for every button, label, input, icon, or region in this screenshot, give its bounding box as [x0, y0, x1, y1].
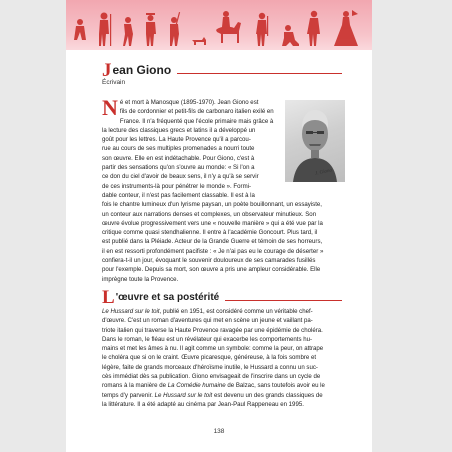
paragraph-line: dable conteur, il n'est pas facilement classable. Il est à la: [102, 191, 255, 199]
paragraph-line: pour l'exemple. Depuis sa mort, son œuvre a pris une ampleur considérable. Elle: [102, 266, 321, 274]
book-title: Le Hussard sur le toit: [154, 391, 213, 399]
paragraph-line: fils de cordonnier et petit-fils de carbonaro italien exilé en: [119, 108, 274, 116]
section-title: 'œuvre et sa postérité: [115, 292, 220, 303]
paragraph-line: rue au cours de ses multiples promenades a nourri toute: [102, 145, 255, 153]
paragraph-line: confiera-t-il un jour, évoquant le souvenir douloureux de ses camarades fusillés: [102, 257, 316, 265]
paragraph-line: mains et met les âmes à nu. Il agit comme un symbole: comme la peur, on attrape: [102, 345, 324, 353]
line-text: est devenu un des grands classiques de: [212, 391, 323, 399]
paragraph-line: [102, 391, 342, 400]
paragraph-line: ce don du ciel d'avoir de beaux sens, il n'y a qu'à se servir: [102, 173, 259, 181]
historical-figures-silhouettes-icon: [66, 0, 372, 50]
section-title-initial: L: [102, 287, 115, 308]
book-title: La Comédie humaine: [167, 382, 226, 390]
section-title-row: [102, 287, 342, 308]
paragraph-line: œuvre évolue progressivement vers une « nouvelle manière » qui a été vue par la: [102, 219, 323, 227]
paragraph-line: la littérature. Il a été adapté au cinéma par Jean-Paul Rappeneau en 1995.: [102, 400, 304, 408]
paragraph-line: fois le chantre lumineux d'un lyrisme paysan, un poète bouillonnant, un essayiste,: [102, 201, 322, 209]
intro-paragraph: [102, 95, 342, 284]
paragraph-line: triote italien qui traverse la Haute Provence ravagée par une épidémie de choléra.: [102, 326, 323, 334]
paragraph-line: le choléra que si on le craint. Œuvre picaresque, généreuse, à la fois sombre et: [102, 354, 317, 362]
line-text: temps d'y parvenir.: [102, 391, 155, 399]
paragraph-line: cès immédiat dès sa publication. Giono envisageait de l'inscrire dans un cycle de: [102, 373, 321, 381]
paragraph-line: [102, 307, 342, 316]
title-initial: J: [102, 60, 112, 81]
paragraph-line: de ces instruments-là pour pénétrer le monde ». Formi-: [102, 182, 252, 190]
section-header: [102, 287, 342, 308]
page-number: 138: [213, 428, 225, 435]
page-subtitle: Écrivain: [102, 79, 126, 86]
book-title: Le Hussard sur le toit: [102, 308, 160, 315]
book-page: [66, 0, 372, 452]
paragraph-line: est publié dans la Pléiade. Acteur de la Grande Guerre et témoin de ses horreurs,: [102, 238, 323, 246]
paragraph-line: [102, 381, 342, 390]
line-text: , publié en 1951, est considéré comme un véritable chef-: [159, 308, 313, 315]
line-text: romans à la manière de: [102, 382, 168, 390]
title-row: [102, 60, 342, 81]
paragraph-line: d'œuvre. C'est un roman d'aventures qui met en scène un jeune et vaillant pa-: [102, 317, 313, 325]
decorative-banner: [66, 0, 372, 50]
paragraph-line: légère, faite de grands morceaux d'héroïsme inutile, le Hussard a connu un suc-: [102, 363, 318, 371]
article-header: [102, 60, 342, 86]
author-signature: J. Giono: [314, 168, 333, 177]
posterity-paragraph: [102, 307, 342, 409]
title-underline: [177, 73, 342, 74]
paragraph-line: partir des sensations qu'on s'ouvre au monde: « Si l'on a: [102, 164, 255, 172]
paragraph-line: son œuvre. Elle en est indétachable. Pour Giono, c'est à: [102, 154, 255, 162]
dropcap: N: [102, 95, 118, 120]
paragraph-line: imprègne toute la Provence.: [102, 275, 179, 283]
paragraph-line: un conteur aux narrations denses et complexes, un observateur minutieux. Son: [102, 210, 317, 218]
paragraph-line: France. Il n'a fréquenté que l'école primaire mais grâce à: [119, 117, 274, 125]
section-title-underline: [225, 300, 342, 301]
paragraph-line: il en est ressorti profondément pacifiste : « Je n'ai pas eu le courage de déserter »: [102, 247, 324, 255]
paragraph-line: critique comme quasi stendhalienne. Il entre à l'académie Goncourt. Plus tard, il: [102, 229, 318, 237]
line-text: de Balzac, sans toutefois avoir eu le: [225, 382, 325, 390]
paragraph-line: la lecture des classiques grecs et latins il a développé un: [102, 126, 256, 134]
paragraph-line: goût pour les lettres. La Haute Provence qu'il a parcou-: [102, 136, 251, 144]
paragraph-line: é et mort à Manosque (1895-1970). Jean Giono est: [119, 99, 259, 106]
page-title: ean Giono: [112, 63, 172, 77]
paragraph-line: Dans le roman, le fléau est un révélateur qui exacerbe les comportements hu-: [102, 335, 313, 343]
